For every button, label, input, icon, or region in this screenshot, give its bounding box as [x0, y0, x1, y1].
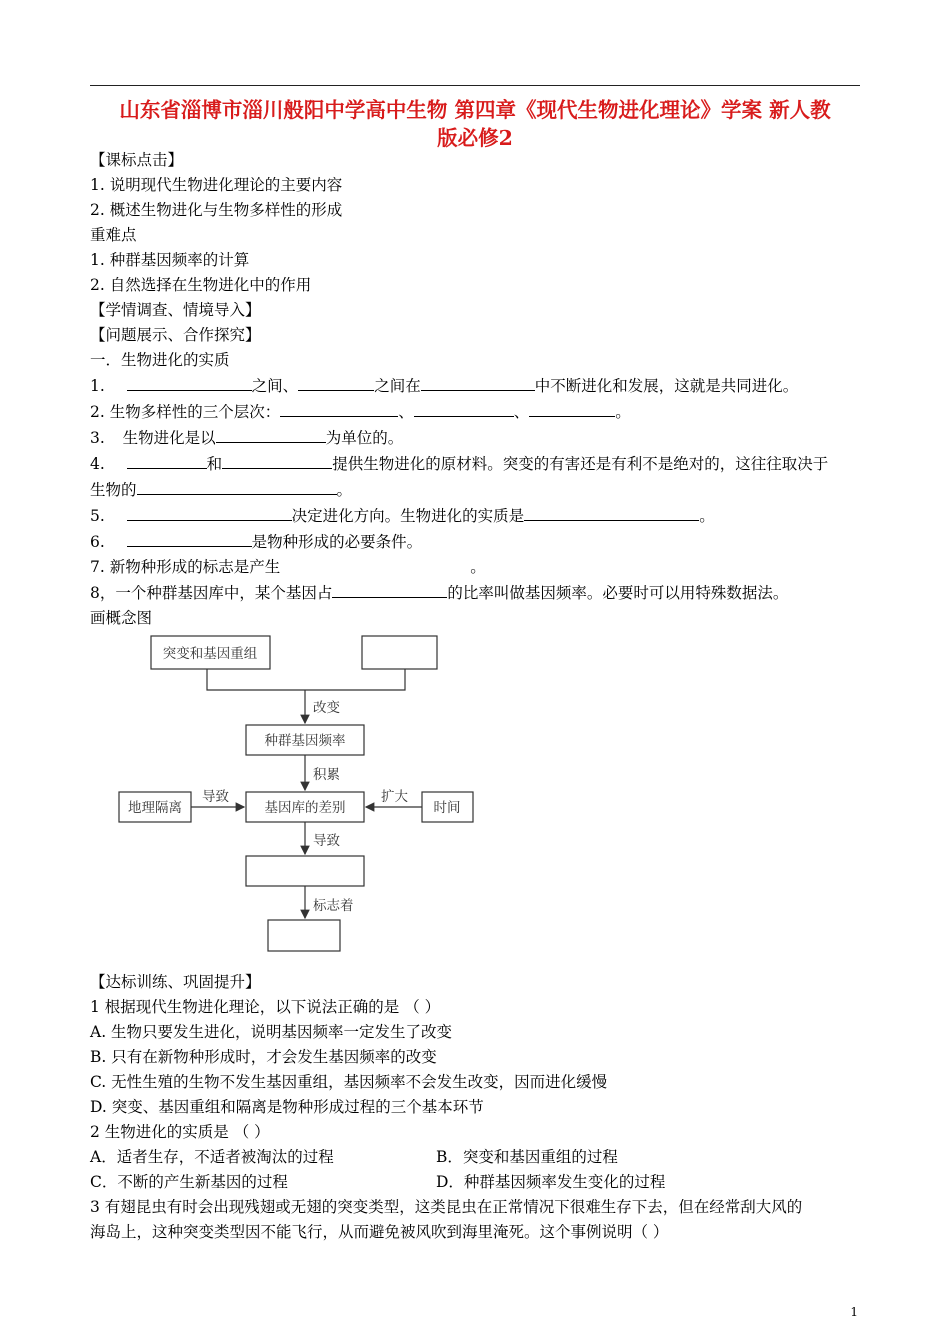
title-line-1: 山东省淄博市淄川般阳中学高中生物 第四章《现代生物进化理论》学案 新人教 — [119, 98, 831, 122]
label-mark: 标志着 — [313, 898, 354, 914]
exercise-1-option-b[interactable]: B. 只有在新物种形成时，才会发生基因频率的改变 — [90, 1048, 437, 1066]
box-empty-bottom[interactable] — [268, 920, 340, 951]
zhongnan-item-2: 2. 自然选择在生物进化中的作用 — [90, 276, 312, 294]
question-7: 7. 新物种形成的标志是产生 。 — [90, 558, 486, 576]
exercise-2-options-row-2 — [90, 1170, 862, 1195]
exercise-1-option-a[interactable]: A. 生物只要发生进化，说明基因频率一定发生了改变 — [90, 1023, 453, 1041]
answer-blank[interactable] — [298, 373, 374, 391]
kebiao-heading: 【课标点击】 — [90, 151, 184, 169]
exercise-2-option-d[interactable]: D．种群基因频率发生变化的过程 — [436, 1173, 666, 1191]
xueqing-heading: 【学情调查、情境导入】 — [90, 301, 261, 319]
exercise-1-option-d[interactable]: D. 突变、基因重组和隔离是物种形成过程的三个基本环节 — [90, 1098, 484, 1116]
answer-blank[interactable] — [127, 529, 252, 547]
answer-blank[interactable] — [332, 580, 447, 598]
zhongnan-item-1: 1. 种群基因频率的计算 — [90, 251, 250, 269]
answer-blank[interactable] — [137, 477, 337, 495]
kebiao-item-2: 2. 概述生物进化与生物多样性的形成 — [90, 201, 343, 219]
header-rule — [90, 85, 860, 86]
label-expand: 扩大 — [381, 789, 408, 805]
question-3: 3. 生物进化是以 为单位的。 — [90, 425, 862, 451]
concept-map-diagram — [116, 628, 476, 958]
box-diff-text: 基因库的差别 — [264, 800, 346, 816]
label-accum: 积累 — [313, 767, 340, 783]
answer-blank[interactable] — [529, 399, 615, 417]
exercise-2-options-row-1 — [90, 1145, 862, 1170]
zhongnan-heading: 重难点 — [90, 226, 137, 244]
title-line-2: 版必修2 — [437, 126, 513, 150]
kebiao-item-1: 1. 说明现代生物进化理论的主要内容 — [90, 176, 343, 194]
answer-blank[interactable] — [280, 399, 398, 417]
answer-blank[interactable] — [216, 425, 326, 443]
question-1: 1. 之间、 之间在 中不断进化和发展，这就是共同进化。 — [90, 373, 862, 399]
box-geo-text: 地理隔离 — [128, 800, 182, 816]
concept-map-svg — [116, 628, 476, 958]
page-number: 1 — [850, 1305, 858, 1319]
exercise-3-line-1: 3 有翅昆虫有时会出现残翅或无翅的突变类型，这类昆虫在正常情况下很难生存下去，但在经常刮大风的 — [90, 1198, 803, 1216]
question-6: 6. 是物种形成的必要条件。 — [90, 529, 862, 555]
exercise-2-option-b[interactable]: B．突变和基因重组的过程 — [436, 1148, 618, 1166]
label-lead1: 导致 — [202, 789, 229, 805]
box-mutation-text: 突变和基因重组 — [162, 646, 258, 662]
document-title — [90, 96, 860, 152]
box-empty-mid[interactable] — [246, 856, 364, 886]
answer-blank[interactable] — [421, 373, 535, 391]
answer-blank[interactable] — [414, 399, 514, 417]
exercise-2-option-a[interactable]: A．适者生存，不适者被淘汰的过程 — [90, 1148, 334, 1166]
exercise-3-line-2: 海岛上，这种突变类型因不能飞行，从而避免被风吹到海里淹死。这个事例说明（ ） — [90, 1223, 669, 1241]
answer-blank[interactable] — [127, 373, 252, 391]
question-4: 4. 和 提供生物进化的原材料。突变的有害还是有利不是绝对的，这往往取决于 生物的 。 — [90, 451, 862, 503]
exercise-2-stem: 2 生物进化的实质是 （ ） — [90, 1123, 270, 1141]
connector-top — [207, 669, 405, 690]
answer-blank[interactable] — [222, 451, 332, 469]
question-5: 5. 决定进化方向。生物进化的实质是 。 — [90, 503, 862, 529]
box-empty-top[interactable] — [362, 636, 437, 669]
exercise-1-stem: 1 根据现代生物进化理论，以下说法正确的是 （ ） — [90, 998, 441, 1016]
label-lead2: 导致 — [313, 833, 340, 849]
box-time-text: 时间 — [433, 800, 461, 816]
exercise-2-option-c[interactable]: C．不断的产生新基因的过程 — [90, 1173, 288, 1191]
answer-blank[interactable] — [127, 451, 207, 469]
dabiao-heading: 【达标训练、巩固提升】 — [90, 973, 261, 991]
wenti-heading: 【问题展示、合作探究】 — [90, 326, 261, 344]
exercise-section — [90, 970, 862, 1245]
question-2: 2. 生物多样性的三个层次： 、 、 。 — [90, 399, 862, 425]
question-8: 8，一个种群基因库中，某个基因占 的比率叫做基因频率。必要时可以用特殊数据法。 — [90, 580, 862, 606]
exercise-1-option-c[interactable]: C. 无性生殖的生物不发生基因重组，基因频率不会发生改变，因而进化缓慢 — [90, 1073, 608, 1091]
worksheet-body — [90, 148, 862, 631]
answer-blank[interactable] — [524, 503, 699, 521]
box-freq-text: 种群基因频率 — [264, 733, 346, 749]
answer-blank[interactable] — [127, 503, 292, 521]
label-change: 改变 — [313, 700, 340, 716]
section1-heading: 一．生物进化的实质 — [90, 351, 230, 369]
concept-map-label: 画概念图 — [90, 609, 153, 627]
